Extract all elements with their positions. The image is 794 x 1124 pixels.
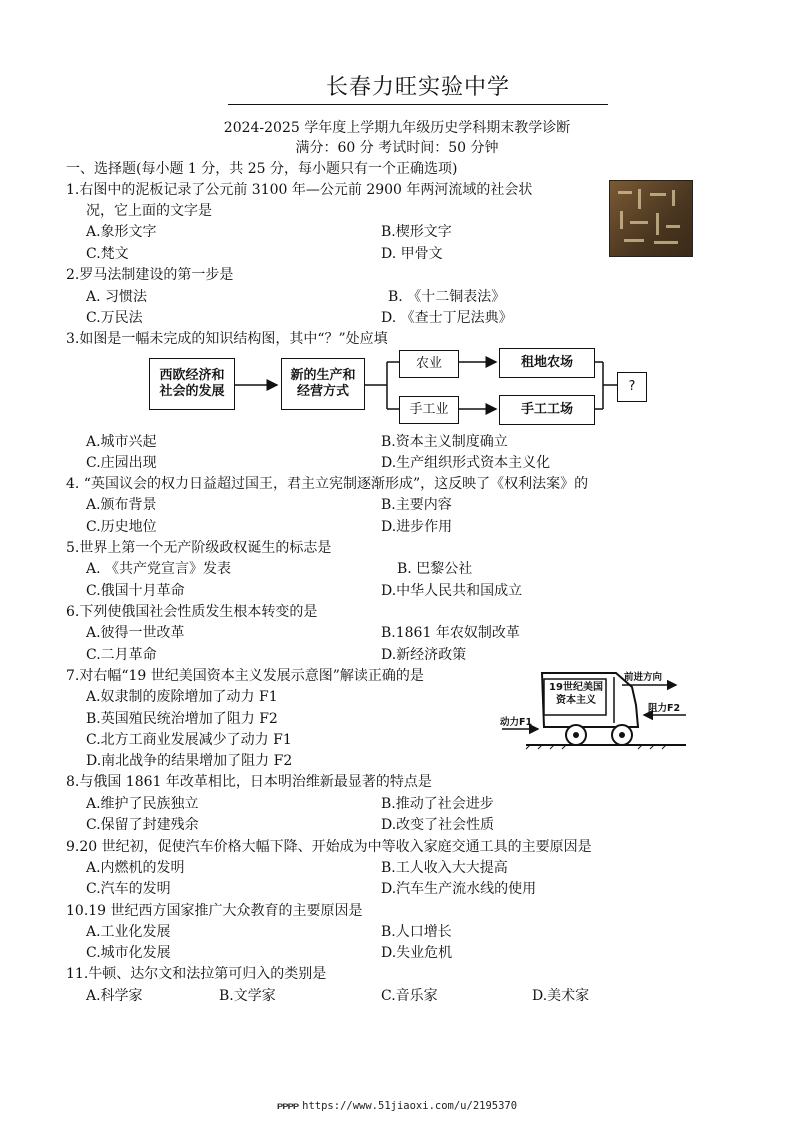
knowledge-structure-diagram	[147, 348, 652, 423]
q1-stem-line2: 况，它上面的文字是	[86, 203, 212, 219]
q6-option-c: C.二月革命	[86, 647, 157, 663]
q9-option-d: D.汽车生产流水线的使用	[381, 881, 537, 897]
q2-option-c: C.万民法	[86, 310, 143, 326]
q2-option-a: A. 习惯法	[86, 289, 148, 305]
q1-option-d: D. 甲骨文	[381, 246, 443, 262]
q2-option-b: B. 《十二铜表法》	[388, 289, 506, 305]
q4-option-b: B.主要内容	[381, 497, 452, 513]
q3-stem: 3.如图是一幅未完成的知识结构图，其中“？”处应填	[66, 331, 388, 347]
cart-label-line2: 资本主义	[556, 695, 596, 706]
q5-option-a: A. 《共产党宣言》发表	[86, 561, 232, 577]
score-and-time: 满分：60 分 考试时间：50 分钟	[295, 140, 499, 156]
q9-stem: 9.20 世纪初，促使汽车价格大幅下降、开始成为中等收入家庭交通工具的主要原因是	[66, 839, 592, 855]
diagram-box-agriculture: 农业	[399, 350, 459, 378]
diagram-box-workshop: 手工工场	[499, 395, 595, 425]
q4-option-d: D.进步作用	[381, 519, 453, 535]
q10-stem: 10.19 世纪西方国家推广大众教育的主要原因是	[66, 903, 363, 919]
q7-option-b: B.英国殖民统治增加了阻力 F2	[86, 711, 278, 727]
q11-option-d: D.美术家	[532, 988, 590, 1004]
q5-option-d: D.中华人民共和国成立	[381, 583, 523, 599]
diagram-box-economy-l2: 社会的发展	[159, 384, 225, 399]
q8-option-d: D.改变了社会性质	[381, 817, 495, 833]
cart-label	[548, 681, 604, 707]
q5-stem: 5.世界上第一个无产阶级政权诞生的标志是	[66, 540, 332, 556]
q3-option-b: B.资本主义制度确立	[381, 434, 508, 450]
site-logo: ᴘᴘᴘᴘ	[276, 1100, 299, 1112]
q1-option-a: A.象形文字	[86, 224, 157, 240]
q1-option-b: B.楔形文字	[381, 224, 452, 240]
q6-stem: 6.下列使俄国社会性质发生根本转变的是	[66, 604, 318, 620]
q7-stem: 7.对右幅“19 世纪美国资本主义发展示意图”解读正确的是	[66, 668, 424, 684]
q2-stem: 2.罗马法制建设的第一步是	[66, 267, 234, 283]
diagram-box-handicraft: 手工业	[399, 396, 459, 424]
us-capitalism-cart-figure	[498, 665, 688, 760]
q2-option-d: D. 《查士丁尼法典》	[381, 310, 513, 326]
diagram-box-production-l2: 经营方式	[296, 384, 349, 399]
q6-option-b: B.1861 年农奴制改革	[381, 625, 520, 641]
q8-option-c: C.保留了封建残余	[86, 817, 199, 833]
q8-stem: 8.与俄国 1861 年改革相比，日本明治维新最显著的特点是	[66, 774, 432, 790]
diagram-box-production-l1: 新的生产和	[290, 367, 356, 383]
q11-option-a: A.科学家	[86, 988, 143, 1004]
exam-title: 2024-2025 学年度上学期九年级历史学科期末教学诊断	[223, 120, 571, 136]
page-footer	[0, 1100, 794, 1113]
q10-option-a: A.工业化发展	[86, 924, 171, 940]
diagram-box-economy	[149, 358, 235, 410]
diagram-box-production	[281, 358, 365, 410]
q11-option-b: B.文学家	[219, 988, 276, 1004]
q6-option-d: D.新经济政策	[381, 647, 467, 663]
q4-option-a: A.颁布背景	[86, 497, 157, 513]
q8-option-a: A.维护了民族独立	[86, 796, 199, 812]
footer-url-link[interactable]: https://www.51jiaoxi.com/u/2195370	[302, 1100, 518, 1112]
q9-option-b: B.工人收入大大提高	[381, 860, 508, 876]
clay-tablet-image	[609, 180, 693, 257]
diagram-box-farm: 租地农场	[499, 348, 595, 378]
q3-option-d: D.生产组织形式资本主义化	[381, 455, 551, 471]
q1-stem-line1: 1.右图中的泥板记录了公元前 3100 年—公元前 2900 年两河流域的社会状	[66, 182, 533, 198]
q5-option-b: B. 巴黎公社	[397, 561, 473, 577]
q11-option-c: C.音乐家	[381, 988, 438, 1004]
q5-option-c: C.俄国十月革命	[86, 583, 185, 599]
q8-option-b: B.推动了社会进步	[381, 796, 494, 812]
direction-label: 前进方向	[624, 672, 663, 683]
q4-option-c: C.历史地位	[86, 519, 157, 535]
q9-option-c: C.汽车的发明	[86, 881, 171, 897]
q7-option-a: A.奴隶制的废除增加了动力 F1	[86, 689, 278, 705]
school-name: 长春力旺实验中学	[228, 70, 608, 105]
q4-stem: 4. “英国议会的权力日益超过国王，君主立宪制逐渐形成”，这反映了《权利法案》的	[66, 476, 589, 492]
force-f1-label: 动力F1	[500, 717, 533, 728]
q3-option-a: A.城市兴起	[86, 434, 157, 450]
q6-option-a: A.彼得一世改革	[86, 625, 185, 641]
diagram-box-question: ?	[617, 372, 647, 402]
section-heading: 一、选择题(每小题 1 分，共 25 分，每小题只有一个正确选项)	[66, 161, 458, 177]
q11-stem: 11.牛顿、达尔文和法拉第可归入的类别是	[66, 966, 327, 982]
q10-option-d: D.失业危机	[381, 945, 453, 961]
q7-option-d: D.南北战争的结果增加了阻力 F2	[86, 753, 293, 769]
q3-option-c: C.庄园出现	[86, 455, 157, 471]
q7-option-c: C.北方工商业发展减少了动力 F1	[86, 732, 292, 748]
force-f2-label: 阻力F2	[648, 703, 681, 714]
q9-option-a: A.内燃机的发明	[86, 860, 185, 876]
q10-option-b: B.人口增长	[381, 924, 452, 940]
diagram-box-economy-l1: 西欧经济和	[159, 367, 225, 383]
q1-option-c: C.梵文	[86, 246, 129, 262]
cart-label-line1: 19世纪美国	[549, 682, 603, 693]
q10-option-c: C.城市化发展	[86, 945, 171, 961]
